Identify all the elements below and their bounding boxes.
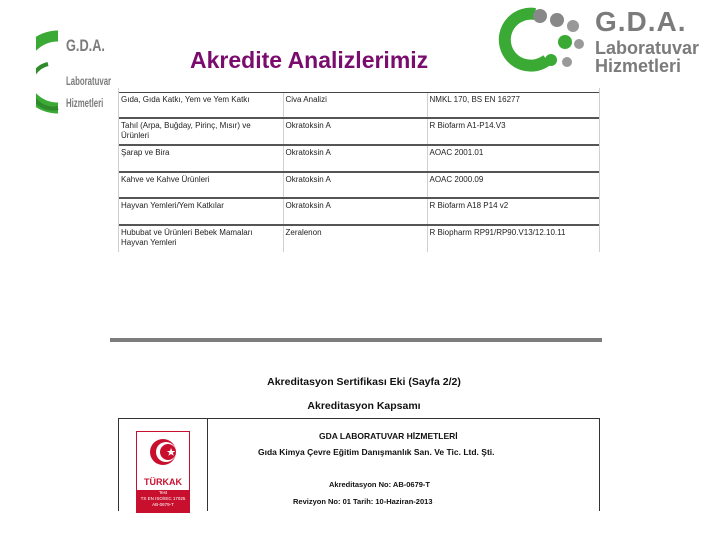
- logo-left: [36, 30, 112, 122]
- cell-parameter: Okratoksin A: [283, 172, 427, 198]
- cell-product: Gıda, Gıda Katkı, Yem ve Yem Katkı: [119, 93, 283, 118]
- section-divider: [110, 338, 602, 342]
- badge-cell: [119, 419, 208, 511]
- cell-product: Şarap ve Bira: [119, 145, 283, 172]
- badge-strip: [137, 490, 189, 512]
- logo-right-line2: Hizmetleri: [595, 56, 682, 76]
- logo-right-line1: Laboratuvar: [595, 38, 700, 58]
- cell-product: Hububat ve Ürünleri Bebek Mamaları Hayvan Yemleri: [119, 225, 283, 252]
- certificate-subtitle: Akreditasyon Kapsamı: [307, 400, 421, 412]
- logo-right-brand: G.D.A.: [595, 6, 687, 37]
- certificate-header-box: [118, 418, 600, 511]
- turkak-label: TÜRKAK: [144, 477, 182, 487]
- accreditation-number: Akreditasyon No: AB-0679-T: [329, 480, 430, 489]
- badge-line2: TS EN ISO/IEC 17025: [140, 496, 186, 501]
- logo-right: [495, 4, 717, 76]
- cell-product: Hayvan Yemleri/Yem Katkılar: [119, 198, 283, 225]
- logo-left-line1: Laboratuvar: [66, 74, 112, 88]
- certificate-title: Akreditasyon Sertifikası Eki (Sayfa 2/2): [267, 376, 461, 388]
- cell-parameter: Okratoksin A: [283, 118, 427, 145]
- table-row: [119, 145, 599, 172]
- badge-line3: AB-0679-T: [152, 502, 174, 507]
- cell-method: AOAC 2000.09: [427, 172, 599, 198]
- logo-left-main-text: G.D.A.: [66, 36, 105, 55]
- cell-product: Kahve ve Kahve Ürünleri: [119, 172, 283, 198]
- table-row: [119, 225, 599, 252]
- scope-table-container: [118, 88, 600, 252]
- cell-method: R Biofarm A1-P14.V3: [427, 118, 599, 145]
- certificate-company-full: Gıda Kimya Çevre Eğitim Danışmanlık San. Ve Tic. Ltd. Şti.: [258, 447, 495, 457]
- cell-parameter: Okratoksin A: [283, 198, 427, 225]
- turkak-badge: [136, 431, 190, 513]
- cell-method: NMKL 170, BS EN 16277: [427, 93, 599, 118]
- table-row: [119, 172, 599, 198]
- logo-left-line2: Hizmetleri: [66, 96, 104, 110]
- cell-parameter: Civa Analizi: [283, 93, 427, 118]
- revision-info: Revizyon No: 01 Tarih: 10-Haziran-2013: [293, 497, 433, 506]
- scope-table: [119, 93, 599, 252]
- turkak-emblem-icon: [137, 432, 189, 476]
- cell-parameter: Okratoksin A: [283, 145, 427, 172]
- table-row: [119, 198, 599, 225]
- cell-method: R Biopharm RP91/RP90.V13/12.10.11: [429, 228, 566, 237]
- cell-parameter: Zeralenon: [283, 225, 427, 252]
- certificate-company: GDA LABORATUVAR HİZMETLERİ: [319, 431, 458, 441]
- gda-logo-mark-right: [495, 4, 595, 74]
- table-row: [119, 118, 599, 145]
- cell-product: Tahıl (Arpa, Buğday, Pirinç, Mısır) ve Ürünleri: [119, 118, 283, 145]
- cell-method: R Biofarm A18 P14 v2: [427, 198, 599, 225]
- badge-line1: Test: [158, 490, 168, 495]
- slide-title: Akredite Analizlerimiz: [190, 47, 429, 73]
- table-row: [119, 93, 599, 118]
- cell-method: AOAC 2001.01: [427, 145, 599, 172]
